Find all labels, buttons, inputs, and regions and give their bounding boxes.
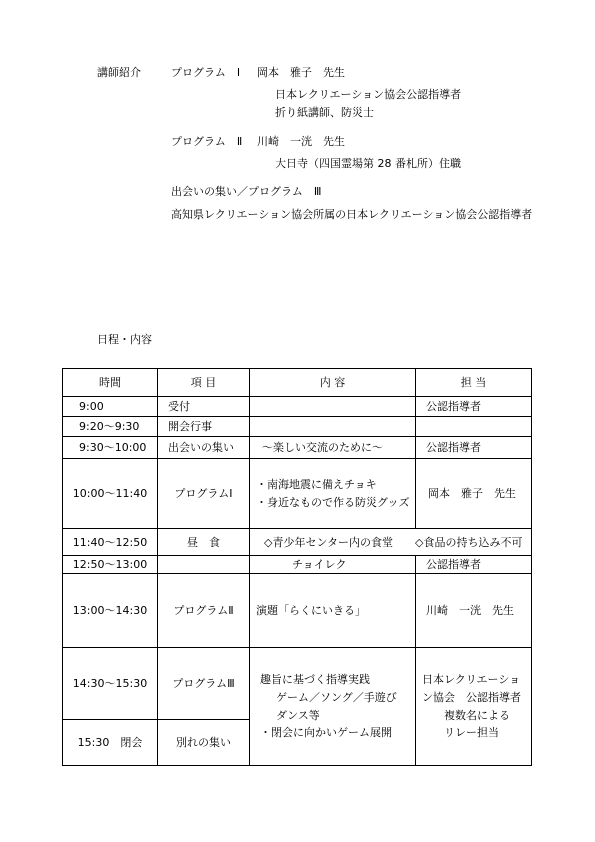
row-item: プログラムⅠ: [158, 459, 250, 529]
row-time: 13:00〜14:30: [63, 574, 158, 648]
row-staff-line: リレー担当: [444, 726, 499, 740]
row-content: [250, 459, 416, 529]
column-header-staff: 担 当: [416, 369, 532, 397]
row-item: 出会いの集い: [158, 437, 250, 459]
row-content: [250, 417, 416, 437]
table-row: [63, 556, 532, 574]
row-time: 9:20〜9:30: [63, 417, 158, 437]
row-staff-line: 複数名による: [444, 708, 510, 722]
row-item: プログラムⅢ: [158, 648, 250, 720]
row-item: 開会行事: [158, 417, 250, 437]
instructor-2-program: プログラム Ⅱ: [171, 135, 243, 148]
table-row: [63, 648, 532, 720]
row-time: 11:40〜12:50: [63, 529, 158, 556]
instructor-1-detail-1: 日本レクリエーション協会公認指導者: [275, 88, 462, 101]
row-content: ◇青少年センター内の食堂 ◇食品の持ち込み不可: [250, 529, 532, 556]
row-item: 受付: [158, 397, 250, 417]
row-staff: 岡本 雅子 先生: [416, 459, 532, 529]
table-row: [63, 417, 532, 437]
schedule-heading: 日程・内容: [97, 333, 152, 346]
row-staff: 公認指導者: [416, 556, 532, 574]
row-time: 9:30〜10:00: [63, 437, 158, 459]
row-time: 15:30 閉会: [63, 720, 158, 766]
row-staff: [416, 417, 532, 437]
row-staff: 公認指導者: [416, 437, 532, 459]
row-content-line: ゲーム／ソング／手遊び: [276, 690, 397, 704]
instructor-1-program: プログラム Ⅰ: [171, 66, 241, 79]
table-header-row: [63, 369, 532, 397]
row-time: 9:00: [63, 397, 158, 417]
instructors-label: 講師紹介: [97, 66, 141, 79]
row-time: 10:00〜11:40: [63, 459, 158, 529]
row-staff: 川崎 一洸 先生: [416, 574, 532, 648]
instructor-1-detail-2: 折り紙講師、防災士: [275, 106, 374, 119]
instructor-2-name: 川崎 一洸 先生: [257, 135, 345, 148]
row-content: チョイレク: [250, 556, 416, 574]
row-content: [250, 648, 416, 766]
column-header-item: 項 目: [158, 369, 250, 397]
table-row: [63, 574, 532, 648]
instructor-3-detail: 高知県レクリエーション協会所属の日本レクリエーション協会公認指導者: [171, 208, 533, 221]
schedule-table: [62, 368, 532, 766]
row-content: 〜楽しい交流のために〜: [250, 437, 416, 459]
row-item: 昼 食: [158, 529, 250, 556]
instructor-1-name: 岡本 雅子 先生: [257, 66, 345, 79]
row-item: プログラムⅡ: [158, 574, 250, 648]
table-row: [63, 459, 532, 529]
row-content: 演題「らくにいきる」: [250, 574, 416, 648]
row-content-line: ダンス等: [276, 708, 320, 722]
table-row: [63, 529, 532, 556]
row-staff: [416, 648, 532, 766]
row-time: 12:50〜13:00: [63, 556, 158, 574]
row-content-line: ・南海地震に備えチョキ: [256, 477, 377, 491]
row-content-line: 趣旨に基づく指導実践: [260, 673, 370, 687]
row-staff: 公認指導者: [416, 397, 532, 417]
row-content: [250, 397, 416, 417]
column-header-time: 時間: [63, 369, 158, 397]
row-staff-line: 日本レクリエーショ: [422, 673, 521, 687]
row-time: 14:30〜15:30: [63, 648, 158, 720]
row-item: [158, 556, 250, 574]
table-row: [63, 397, 532, 417]
instructor-3-program: 出会いの集い／プログラム Ⅲ: [171, 185, 322, 198]
row-staff-line: ン協会 公認指導者: [422, 690, 521, 704]
table-row: [63, 437, 532, 459]
row-content-line: ・閉会に向かいゲーム展開: [260, 726, 392, 740]
instructor-2-detail: 大日寺（四国霊場第 28 番札所）住職: [275, 157, 461, 170]
column-header-content: 内 容: [250, 369, 416, 397]
row-content-line: ・身近なもので作る防災グッズ: [256, 495, 410, 509]
row-item: 別れの集い: [158, 720, 250, 766]
